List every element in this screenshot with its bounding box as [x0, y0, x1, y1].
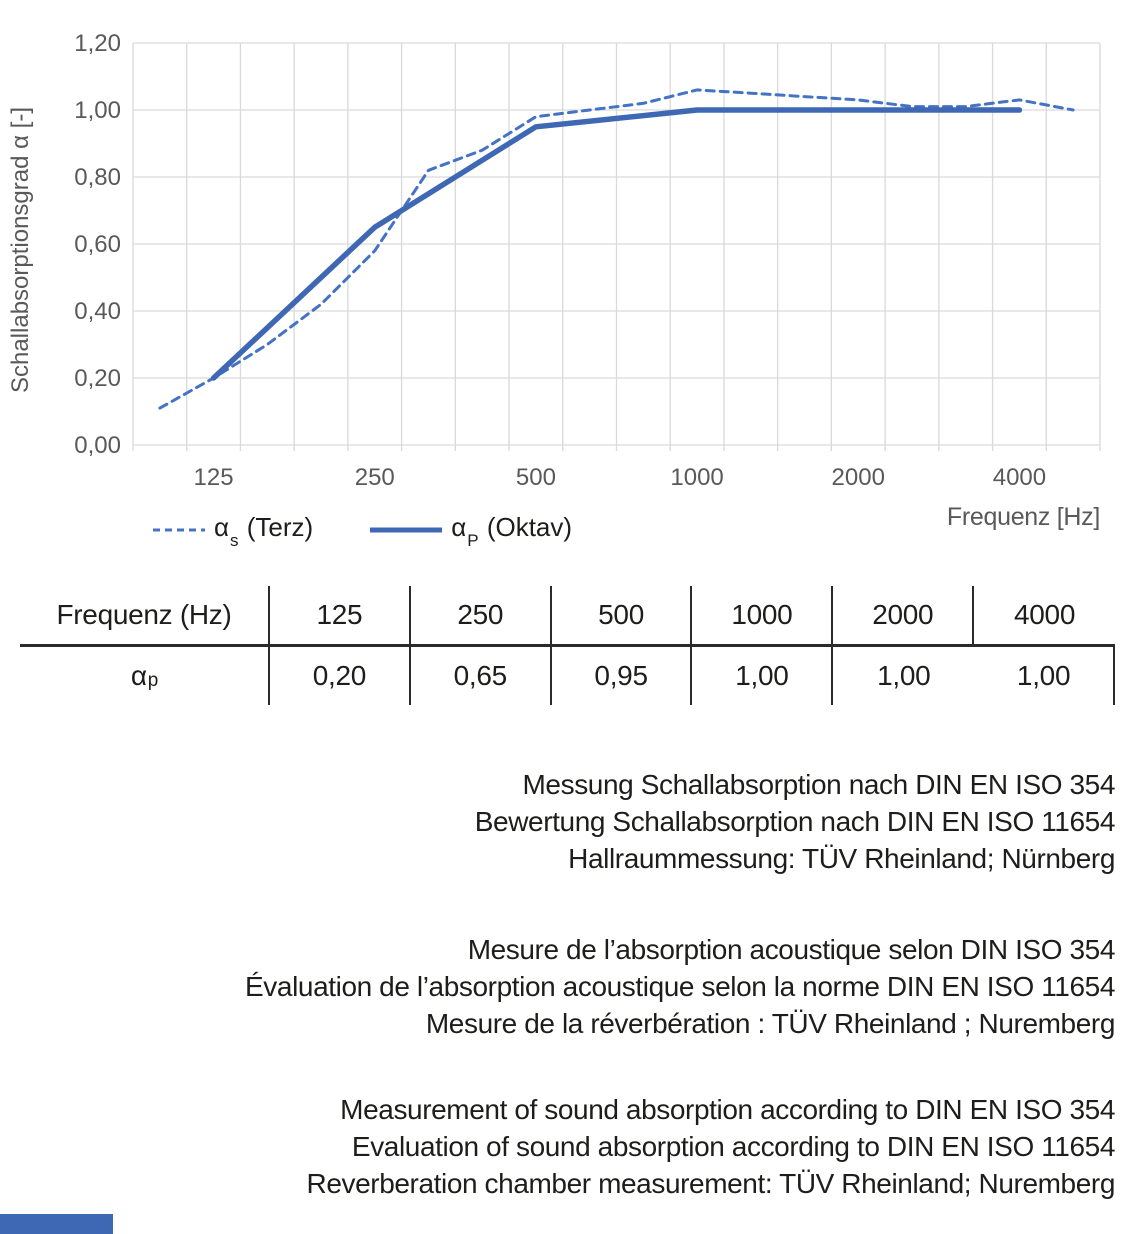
gridlines [133, 43, 1100, 451]
note-line: Bewertung Schallabsorption nach DIN EN ISO 11654 [474, 806, 1115, 837]
table-header-cell: 500 [552, 586, 693, 644]
svg-text:125: 125 [193, 464, 234, 491]
legend-label-terz: $\alpha_s$ (Terz) [214, 512, 314, 551]
notes-french [115, 931, 1115, 1042]
table-row-label: α $_p$ [20, 647, 270, 705]
table-header-cell: 4000 [1014, 599, 1076, 630]
note-line: Measurement of sound absorption according to DIN EN ISO 354 [340, 1094, 1115, 1125]
note-line: Mesure de l’absorption acoustique selon DIN ISO 354 [467, 934, 1115, 965]
table-cell: 1,00 [692, 647, 833, 705]
x-tick-labels [194, 464, 1047, 491]
svg-text:250: 250 [354, 464, 395, 491]
table-header-cell: 1000 [692, 586, 833, 644]
legend-label-oktav: $\alpha_P$ (Oktav) [451, 512, 573, 551]
chart-legend [152, 512, 573, 551]
svg-text:4000: 4000 [992, 464, 1047, 491]
solid-line-sample [369, 526, 443, 534]
svg-text:1000: 1000 [670, 464, 724, 491]
table-cell: 0,20 [270, 647, 411, 705]
note-line: Messung Schallabsorption nach DIN EN ISO 354 [522, 769, 1115, 800]
table-header-cell: 2000 [833, 586, 974, 644]
svg-text:0,00: 0,00 [74, 432, 121, 459]
table-cell: 1,00 [974, 647, 1115, 705]
sound-absorption-chart [0, 0, 1135, 500]
table-header-cell: Frequenz (Hz) [20, 586, 270, 644]
note-line: Reverberation chamber measurement: TÜV Rheinland; Nuremberg [306, 1168, 1115, 1199]
svg-text:500: 500 [515, 464, 556, 491]
svg-text:2000: 2000 [831, 464, 885, 491]
note-line: Évaluation de l’absorption acoustique selon la norme DIN EN ISO 11654 [245, 971, 1115, 1002]
table-cell: 0,65 [411, 647, 552, 705]
footer-accent-bar [0, 1214, 113, 1234]
x-axis-title: Frequenz [Hz] [946, 503, 1100, 531]
svg-text:0,20: 0,20 [74, 365, 121, 392]
dashed-line-sample [152, 526, 206, 534]
svg-text:1,00: 1,00 [74, 97, 121, 124]
legend-item-terz [152, 512, 314, 551]
y-tick-labels [74, 30, 121, 459]
note-line: Hallraummessung: TÜV Rheinland; Nürnberg [568, 843, 1115, 874]
svg-text:1,20: 1,20 [74, 30, 121, 57]
absorption-values-table [20, 586, 1115, 705]
legend-item-oktav [369, 512, 573, 551]
notes-english [115, 1091, 1115, 1202]
note-line: Evaluation of sound absorption according to DIN EN ISO 11654 [351, 1131, 1115, 1162]
table-header-cell: 250 [411, 586, 552, 644]
table-header-cell: 125 [270, 586, 411, 644]
table-cell: 0,95 [552, 647, 693, 705]
table-cell: 1,00 [877, 660, 931, 691]
svg-text:0,60: 0,60 [74, 231, 121, 258]
svg-text:0,40: 0,40 [74, 298, 121, 325]
notes-german [115, 766, 1115, 877]
y-axis-title: Schallabsorptionsgrad α [-] [7, 106, 34, 394]
note-line: Mesure de la réverbération : TÜV Rheinland ; Nuremberg [425, 1008, 1115, 1039]
svg-text:0,80: 0,80 [74, 164, 121, 191]
